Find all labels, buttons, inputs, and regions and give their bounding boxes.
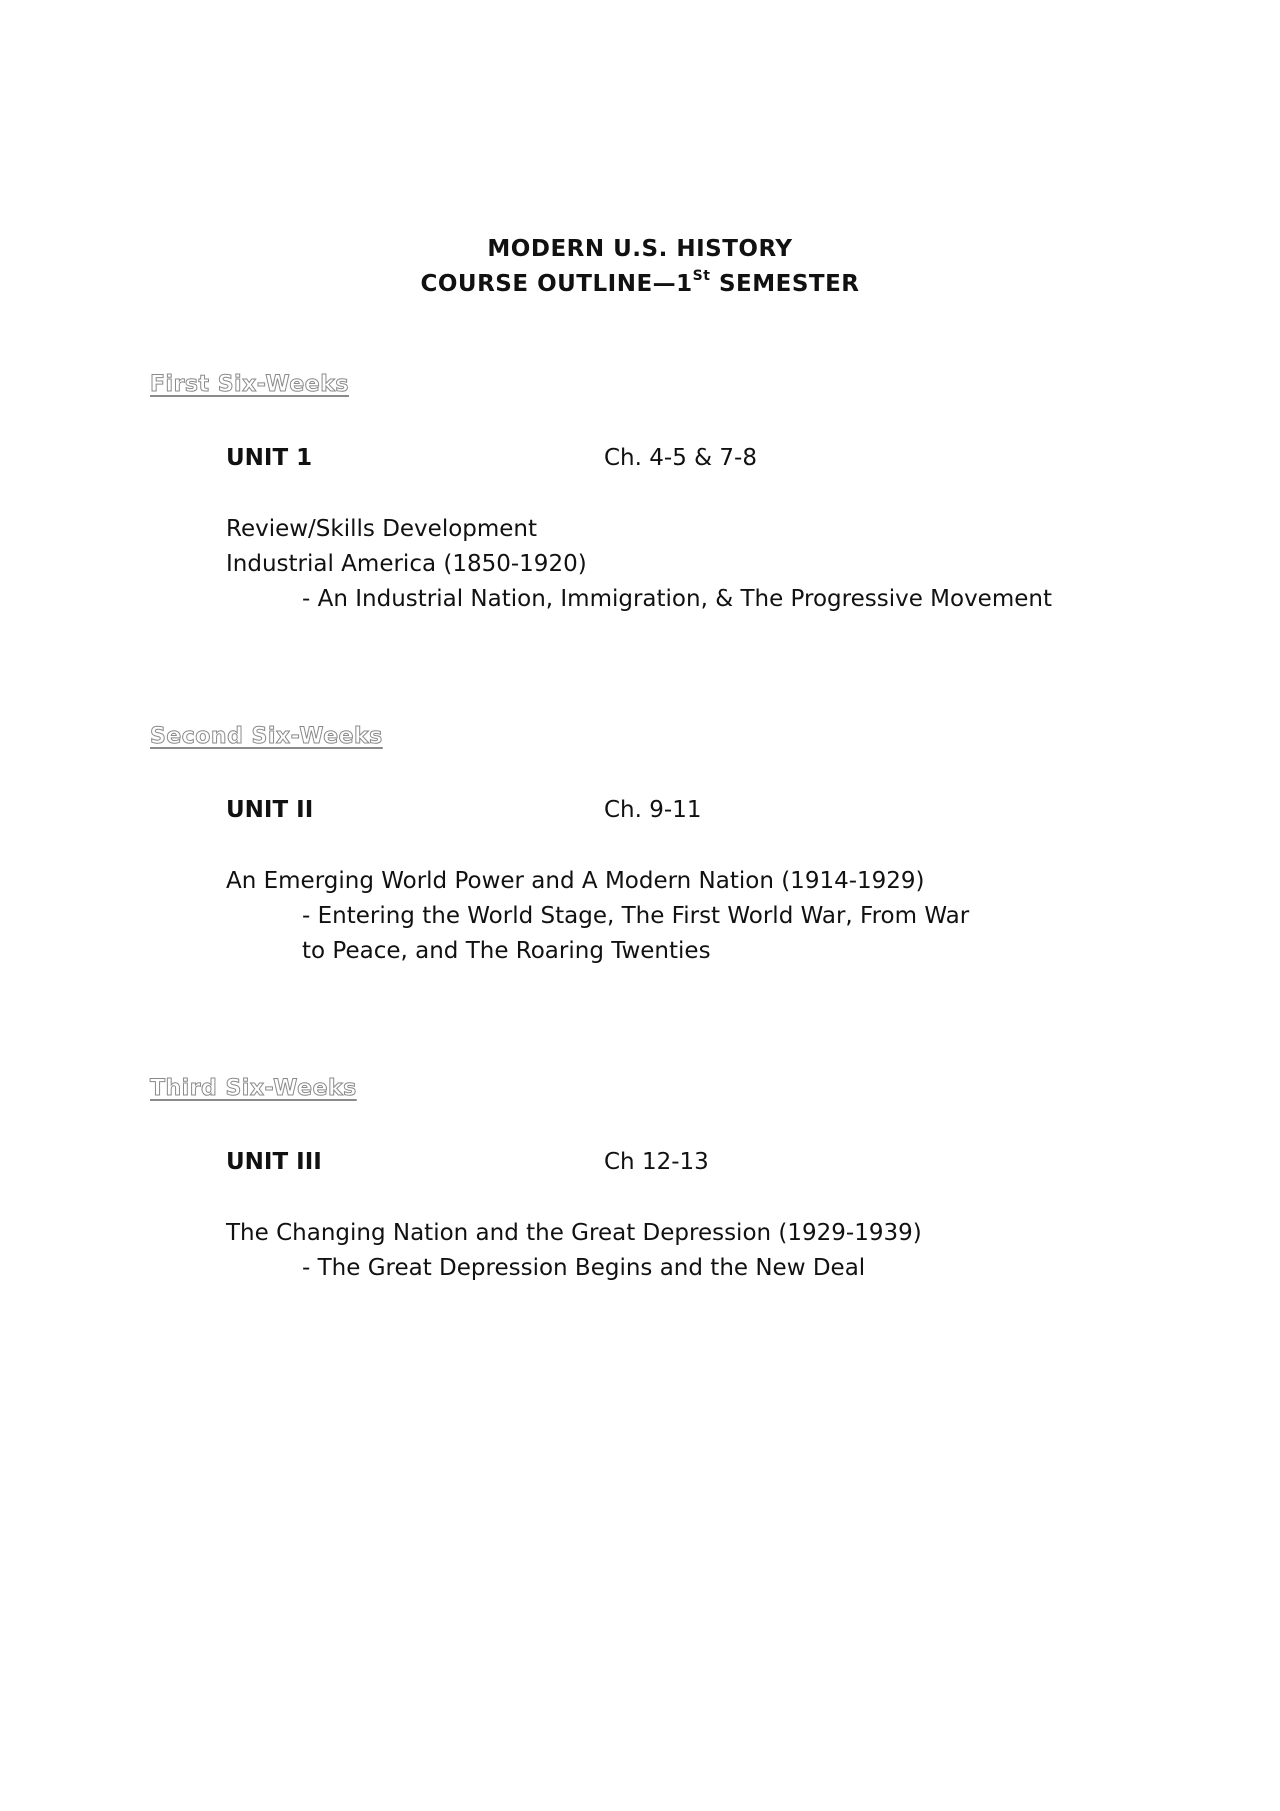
section-heading-first: First Six-Weeks [150,372,349,397]
description-line: An Emerging World Power and A Modern Nation (1914-1929) [226,868,925,894]
unit-description-2 [226,864,1186,969]
description-line: Industrial America (1850-1920) [226,551,587,577]
title-line-1: MODERN U.S. HISTORY [487,236,793,262]
description-sub-line: to Peace, and The Roaring Twenties [302,938,711,964]
description-sub-line: - An Industrial Nation, Immigration, & The Progressive Movement [302,586,1052,612]
unit-chapters: Ch 12-13 [604,1149,709,1175]
unit-row-2 [226,795,701,825]
unit-label: UNIT III [226,1149,322,1175]
unit-row-3 [226,1147,709,1177]
page-title [0,232,1280,302]
section-heading-second: Second Six-Weeks [150,724,383,749]
unit-description-1 [226,512,1186,617]
title-line-2 [0,267,1280,302]
unit-chapters: Ch. 4-5 & 7-8 [604,445,757,471]
unit-description-3 [226,1216,1186,1286]
title-line-2-suffix: SEMESTER [710,271,860,297]
title-superscript: St [692,268,711,284]
description-line: Review/Skills Development [226,516,538,542]
unit-chapters: Ch. 9-11 [604,797,702,823]
description-line: The Changing Nation and the Great Depression (1929-1939) [226,1220,922,1246]
unit-label: UNIT 1 [226,445,313,471]
unit-row-1 [226,443,757,473]
section-heading-third: Third Six-Weeks [150,1076,357,1101]
title-line-2-prefix: COURSE OUTLINE—1 [420,271,693,297]
description-sub-line: - The Great Depression Begins and the New Deal [302,1255,866,1281]
description-sub-line: - Entering the World Stage, The First World War, From War [302,903,970,929]
unit-label: UNIT II [226,797,314,823]
